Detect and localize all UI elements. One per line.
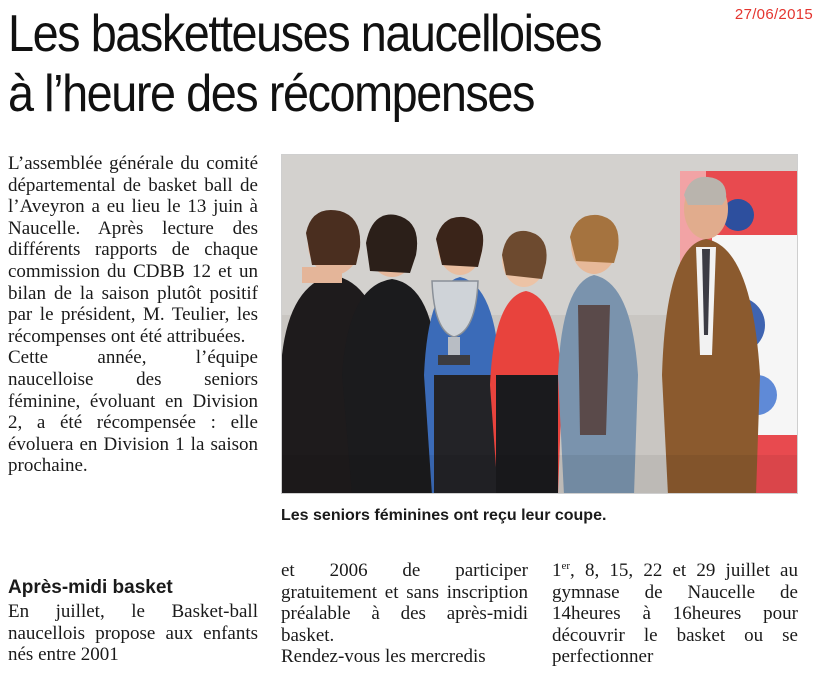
column-3-body: [552, 560, 798, 668]
article-photo: [281, 154, 798, 494]
body-paragraph-3-text: , 8, 15, 22 et 29 juillet au gymnase de Naucelle de 14heures à 16heures pour découvrir le basket ou se perfectionner: [552, 560, 798, 668]
body-paragraph-2b: Rendez-vous les mercredis: [281, 646, 486, 668]
body-paragraph-3: [552, 560, 798, 668]
publication-date: 27/06/2015: [734, 6, 813, 23]
body-paragraph-1: En juillet, le Basket-ball naucellois propose aux enfants nés entre 2001: [8, 601, 258, 666]
section-subhead: Après-midi basket: [8, 577, 173, 598]
headline: [8, 4, 656, 124]
date-first: 1: [552, 560, 562, 581]
photo-caption: Les seniors féminines ont reçu leur coupe.: [281, 507, 607, 524]
column-1-intro: [8, 153, 258, 477]
intro-paragraph: L’assemblée générale du comité départemental de basket ball de l’Aveyron a eu lieu le 13 juin à Naucelle. Après lecture des différents rapports de chaque commission du CDBB 12 et un bilan de la saison plutôt positif par le président, M. Teulier, les récompenses ont été attribuées.: [8, 153, 258, 347]
headline-line-2: à l’heure des récompenses: [8, 65, 534, 123]
intro-paragraph-2: Cette année, l’équipe naucelloise des seniors féminine, évoluant en Division 2, a été récompensée : elle évoluera en Division 1 la saison prochaine.: [8, 347, 258, 477]
column-1-body: [8, 601, 258, 666]
body-paragraph-2: et 2006 de participer gratuitement et sans inscription préalable à des après-midi basket.: [281, 560, 528, 646]
column-2-body: [281, 560, 528, 668]
ordinal-suffix: er: [561, 560, 571, 572]
headline-line-1: Les basketteuses naucelloises: [8, 5, 602, 63]
